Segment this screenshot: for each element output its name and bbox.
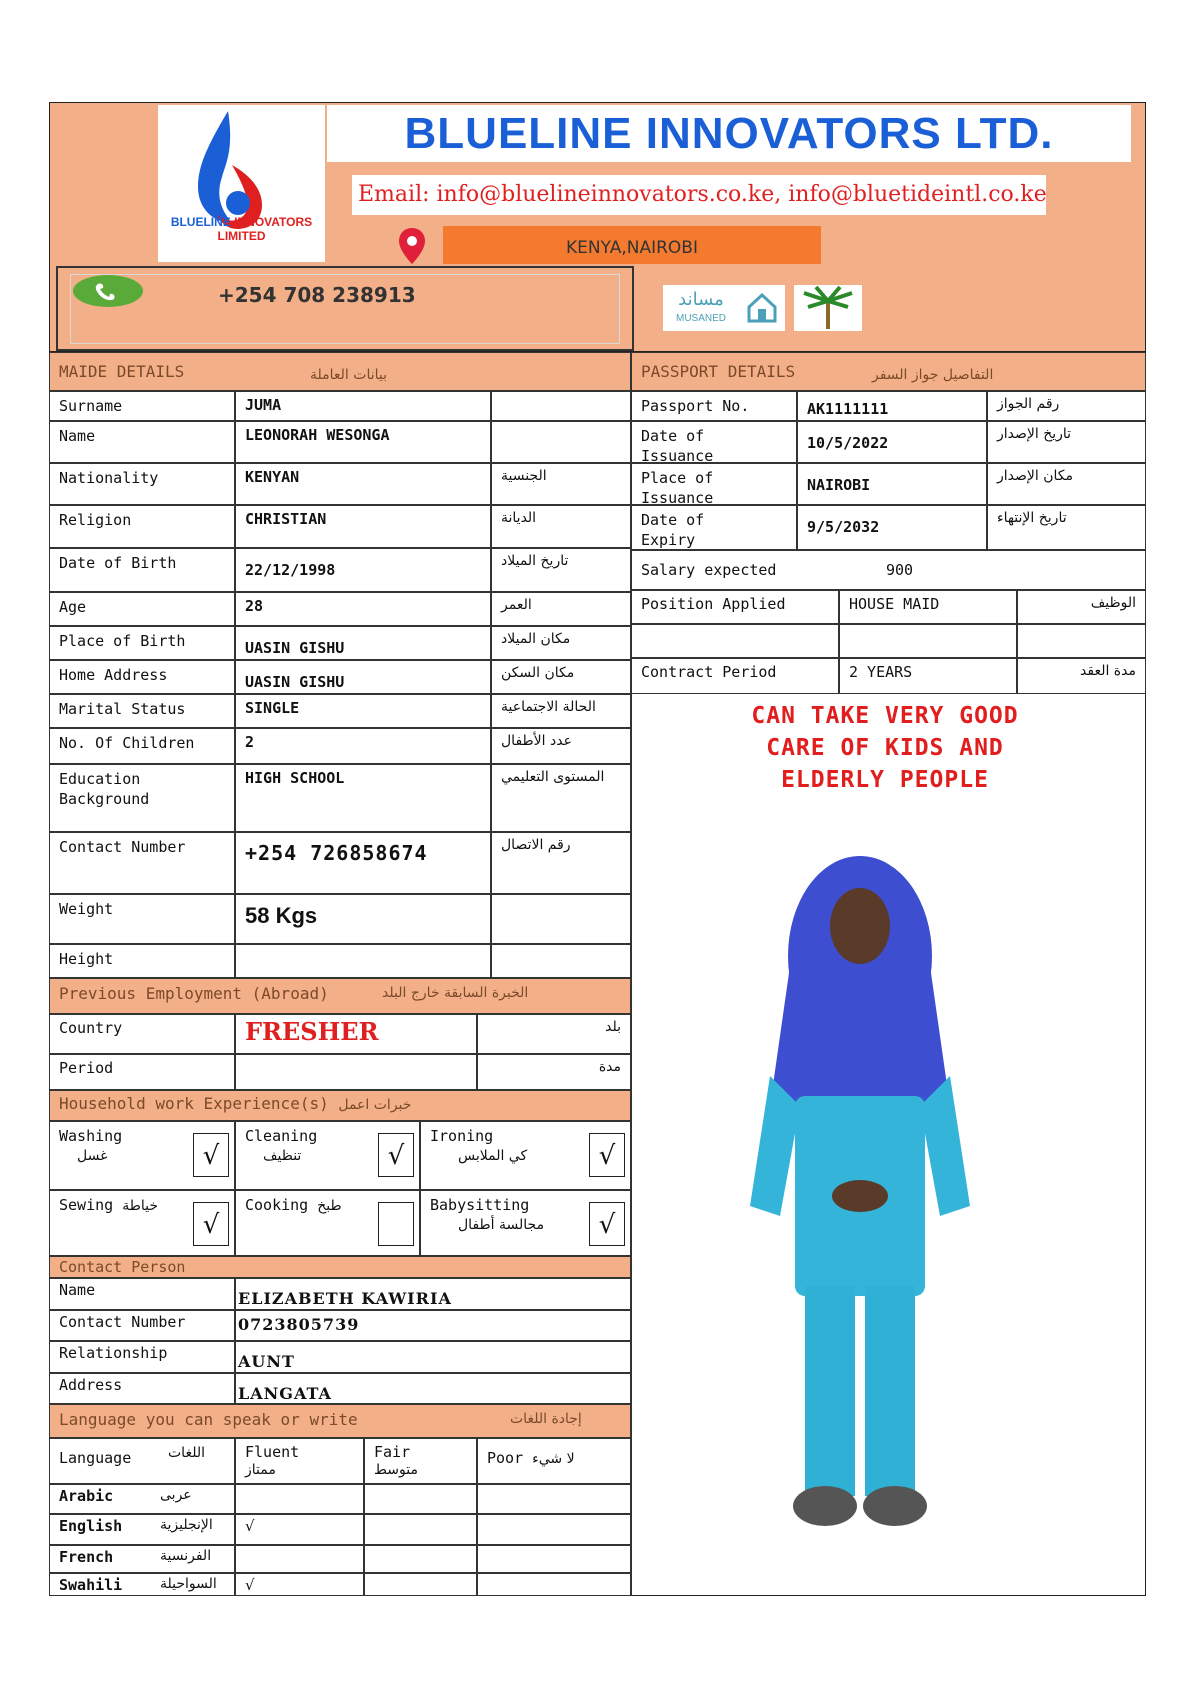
passport-label-text-2: Expiry (641, 531, 696, 549)
company-name: BLUELINE INNOVATORS LTD. (327, 105, 1131, 162)
maid-field-ar (491, 944, 631, 978)
language-name: French (59, 1548, 114, 1566)
maid-field-value: KENYAN (235, 463, 491, 505)
contract-value: 2 YEARS (839, 658, 1017, 694)
contact-person-header: Contact Person (49, 1256, 631, 1278)
skill-ar: كي الملابس (458, 1148, 528, 1164)
maid-field-value: UASIN GISHU (235, 660, 491, 694)
contract-ar: مدة العقد (1017, 658, 1146, 694)
contract-label: Contract Period (631, 658, 839, 694)
passport-label-text: Passport No. (641, 397, 750, 415)
remarks-line-3: ELDERLY PEOPLE (781, 767, 989, 793)
language-poor-mark (477, 1573, 631, 1596)
passport-field-ar: مكان الإصدار (987, 463, 1146, 505)
passport-field-ar: رقم الجواز (987, 391, 1146, 421)
passport-section-title-ar: التفاصيل جواز السفر (872, 367, 994, 383)
contact-field-value: ELIZABETH KAWIRIA (235, 1278, 631, 1310)
fair-ar: متوسط (374, 1462, 418, 1478)
maid-field-label (49, 944, 235, 978)
employment-section-title-ar: الخبرة السابقة خارج البلد (382, 985, 529, 1001)
household-section-header (49, 1090, 631, 1121)
empty-cell (839, 624, 1017, 658)
passport-field-value: AK1111111 (797, 391, 987, 421)
language-row-label (49, 1514, 235, 1545)
skill-label: Cleaning (245, 1127, 318, 1145)
maid-field-ar: المستوى التعليمي (491, 764, 631, 832)
language-name-ar: السواحيلة (160, 1576, 217, 1592)
maid-label-text: Weight (59, 900, 114, 918)
maid-field-label (49, 505, 235, 548)
maid-section-header (49, 352, 631, 391)
skill-checkbox[interactable] (378, 1202, 414, 1246)
poor-ar: لا شيء (532, 1451, 575, 1467)
fluent-ar: ممتاز (245, 1462, 276, 1478)
language-row-label (49, 1573, 235, 1596)
musaned-logo-ar: مساند (678, 289, 724, 310)
maid-field-label (49, 391, 235, 421)
maid-field-label (49, 832, 235, 894)
skill-ar: طبخ (317, 1198, 342, 1214)
column-divider (631, 694, 632, 1596)
language-poor-mark (477, 1514, 631, 1545)
skill-checkbox[interactable]: √ (193, 1202, 229, 1246)
country-value: FRESHER (235, 1014, 477, 1054)
maid-field-value: LEONORAH WESONGA (235, 421, 491, 463)
skill-label: Babysitting (430, 1196, 530, 1214)
passport-label-text: Date of (641, 427, 705, 445)
maid-field-label (49, 548, 235, 592)
maid-label-text: Age (59, 598, 87, 616)
maid-field-value (235, 944, 491, 978)
maid-field-ar: الجنسية (491, 463, 631, 505)
passport-label-text-2: Issuance (641, 489, 714, 505)
maid-field-label (49, 463, 235, 505)
language-section-header (49, 1404, 631, 1438)
maid-label-text: Home Address (59, 666, 168, 684)
maid-field-value: CHRISTIAN (235, 505, 491, 548)
language-fair-mark (364, 1484, 477, 1514)
maid-field-label (49, 421, 235, 463)
language-poor-mark (477, 1484, 631, 1514)
candidate-photo (740, 846, 980, 1546)
household-section-title-ar: خبرات اعمل (338, 1097, 412, 1113)
maid-field-value: 28 (235, 592, 491, 626)
empty-cell (1017, 624, 1146, 658)
language-row-label (49, 1484, 235, 1514)
skill-checkbox[interactable]: √ (193, 1133, 229, 1177)
logo-text-2: INNOVATORS (234, 215, 313, 229)
contact-field-label: Address (49, 1373, 235, 1404)
maid-field-ar (491, 894, 631, 944)
language-fluent-mark: √ (235, 1514, 364, 1545)
language-fair-mark (364, 1545, 477, 1573)
household-section-title: Household work Experience(s) (59, 1094, 329, 1113)
maid-label-text: Nationality (59, 469, 159, 487)
passport-section-header (631, 352, 1146, 391)
language-fluent-mark: √ (235, 1573, 364, 1596)
contact-field-label: Relationship (49, 1341, 235, 1373)
language-fluent-mark (235, 1484, 364, 1514)
language-name-ar: الفرنسية (160, 1548, 212, 1564)
language-name-ar: عربى (160, 1487, 192, 1503)
maid-label-text: Name (59, 427, 96, 445)
fluent-head (235, 1438, 364, 1484)
fair-head (364, 1438, 477, 1484)
language-name: Swahili (59, 1576, 123, 1594)
passport-label-text-2: Issuance (641, 447, 714, 463)
passport-label-text: Date of (641, 511, 705, 529)
maid-section-title: MAIDE DETAILS (59, 362, 185, 381)
maid-label-text: Place of Birth (59, 632, 186, 650)
maid-field-label (49, 660, 235, 694)
language-poor-mark (477, 1545, 631, 1573)
fluent-label: Fluent (245, 1443, 300, 1461)
maid-label-text: Contact Number (59, 838, 186, 856)
maid-field-value: SINGLE (235, 694, 491, 728)
maid-field-value: 58 Kgs (235, 894, 491, 944)
passport-section-title: PASSPORT DETAILS (641, 362, 796, 381)
skill-checkbox[interactable]: √ (589, 1202, 625, 1246)
language-row-label (49, 1545, 235, 1573)
language-name-ar: الإنجليزية (160, 1517, 213, 1533)
passport-field-label (631, 421, 797, 463)
language-section-title-ar: إجادة اللغات (510, 1411, 582, 1427)
skill-label: Sewing (59, 1196, 114, 1214)
passport-field-label (631, 505, 797, 550)
passport-field-label (631, 463, 797, 505)
maid-field-ar: العمر (491, 592, 631, 626)
maid-field-label (49, 894, 235, 944)
remarks-line-1: CAN TAKE VERY GOOD (751, 703, 1019, 729)
contact-field-label: Contact Number (49, 1310, 235, 1341)
skill-ar: مجالسة أطفال (458, 1217, 545, 1233)
maid-field-value: HIGH SCHOOL (235, 764, 491, 832)
passport-field-ar: تاريخ الإصدار (987, 421, 1146, 463)
language-head-ar: اللغات (168, 1445, 205, 1461)
fair-label: Fair (374, 1443, 411, 1461)
maid-label-text: Religion (59, 511, 132, 529)
maid-label-text-2: Background (59, 790, 150, 808)
maid-field-ar (491, 421, 631, 463)
passport-field-ar: تاريخ الإنتهاء (987, 505, 1146, 550)
maid-field-label (49, 694, 235, 728)
skill-label: Ironing (430, 1127, 494, 1145)
country-ar: بلد (477, 1014, 631, 1054)
language-head-label: Language (59, 1449, 132, 1467)
musaned-logo-en: MUSANED (675, 313, 726, 324)
maid-label-text: No. Of Children (59, 734, 195, 752)
salary-row (631, 550, 1146, 590)
maid-field-label (49, 728, 235, 764)
company-location: KENYA,NAIROBI (443, 226, 821, 264)
passport-field-value: 10/5/2022 (797, 421, 987, 463)
skill-label: Cooking (245, 1196, 309, 1214)
position-ar: الوظيف (1017, 590, 1146, 624)
maid-field-value: JUMA (235, 391, 491, 421)
language-fair-mark (364, 1514, 477, 1545)
logo-text-3: LIMITED (217, 229, 266, 243)
contact-field-value: 0723805739 (235, 1310, 631, 1341)
company-email: Email: info@bluelineinnovators.co.ke, info@bluetideintl.co.ke (352, 175, 1046, 215)
poor-label: Poor (487, 1449, 524, 1467)
passport-label-text: Place of (641, 469, 714, 487)
maid-field-label (49, 764, 235, 832)
language-section-title: Language you can speak or write (59, 1410, 358, 1429)
maid-section-title-ar: بيانات العاملة (310, 367, 387, 383)
position-label: Position Applied (631, 590, 839, 624)
language-fluent-mark (235, 1545, 364, 1573)
maid-field-ar: مكان السكن (491, 660, 631, 694)
contact-field-value: LANGATA (235, 1373, 631, 1404)
period-value (235, 1054, 477, 1090)
company-phone: +254 708 238913 (218, 283, 416, 307)
maid-label-text: Marital Status (59, 700, 186, 718)
maid-field-ar: تاريخ الميلاد (491, 548, 631, 592)
language-head (49, 1438, 235, 1484)
maid-field-ar (491, 391, 631, 421)
salary-label: Salary expected (641, 561, 777, 579)
country-label: Country (49, 1014, 235, 1054)
logo-text-1: BLUELINE (170, 215, 231, 229)
period-label: Period (49, 1054, 235, 1090)
maid-field-ar: رقم الاتصال (491, 832, 631, 894)
maid-label-text: Height (59, 950, 114, 968)
period-ar: مدة (477, 1054, 631, 1090)
passport-field-value: 9/5/2032 (797, 505, 987, 550)
empty-cell (631, 624, 839, 658)
maid-field-value: 2 (235, 728, 491, 764)
maid-field-ar: الحالة الاجتماعية (491, 694, 631, 728)
remarks-note (640, 700, 1130, 796)
contact-field-label: Name (49, 1278, 235, 1310)
skill-checkbox[interactable]: √ (589, 1133, 625, 1177)
skill-ar: خياطة (122, 1198, 159, 1214)
maid-field-ar: عدد الأطفال (491, 728, 631, 764)
maid-label-text: Surname (59, 397, 123, 415)
maid-field-ar: الديانة (491, 505, 631, 548)
skill-label: Washing (59, 1127, 123, 1145)
position-value: HOUSE MAID (839, 590, 1017, 624)
skill-ar: تنظيف (263, 1148, 302, 1164)
maid-label-text: Education (59, 770, 141, 788)
language-fair-mark (364, 1573, 477, 1596)
skill-checkbox[interactable]: √ (378, 1133, 414, 1177)
skill-ar: غسل (77, 1148, 108, 1164)
employment-section-header (49, 978, 631, 1014)
maid-field-ar: مكان الميلاد (491, 626, 631, 660)
maid-field-label (49, 626, 235, 660)
maid-field-value: UASIN GISHU (235, 626, 491, 660)
remarks-line-2: CARE OF KIDS AND (766, 735, 1004, 761)
poor-head (477, 1438, 631, 1484)
language-name: Arabic (59, 1487, 114, 1505)
maid-field-label (49, 592, 235, 626)
salary-value: 900 (886, 561, 914, 579)
passport-field-value: NAIROBI (797, 463, 987, 505)
maid-field-value: +254 726858674 (235, 832, 491, 894)
passport-field-label (631, 391, 797, 421)
contact-field-value: AUNT (235, 1341, 631, 1373)
maid-field-value: 22/12/1998 (235, 548, 491, 592)
language-name: English (59, 1517, 123, 1535)
maid-label-text: Date of Birth (59, 554, 177, 572)
employment-section-title: Previous Employment (Abroad) (59, 984, 329, 1003)
